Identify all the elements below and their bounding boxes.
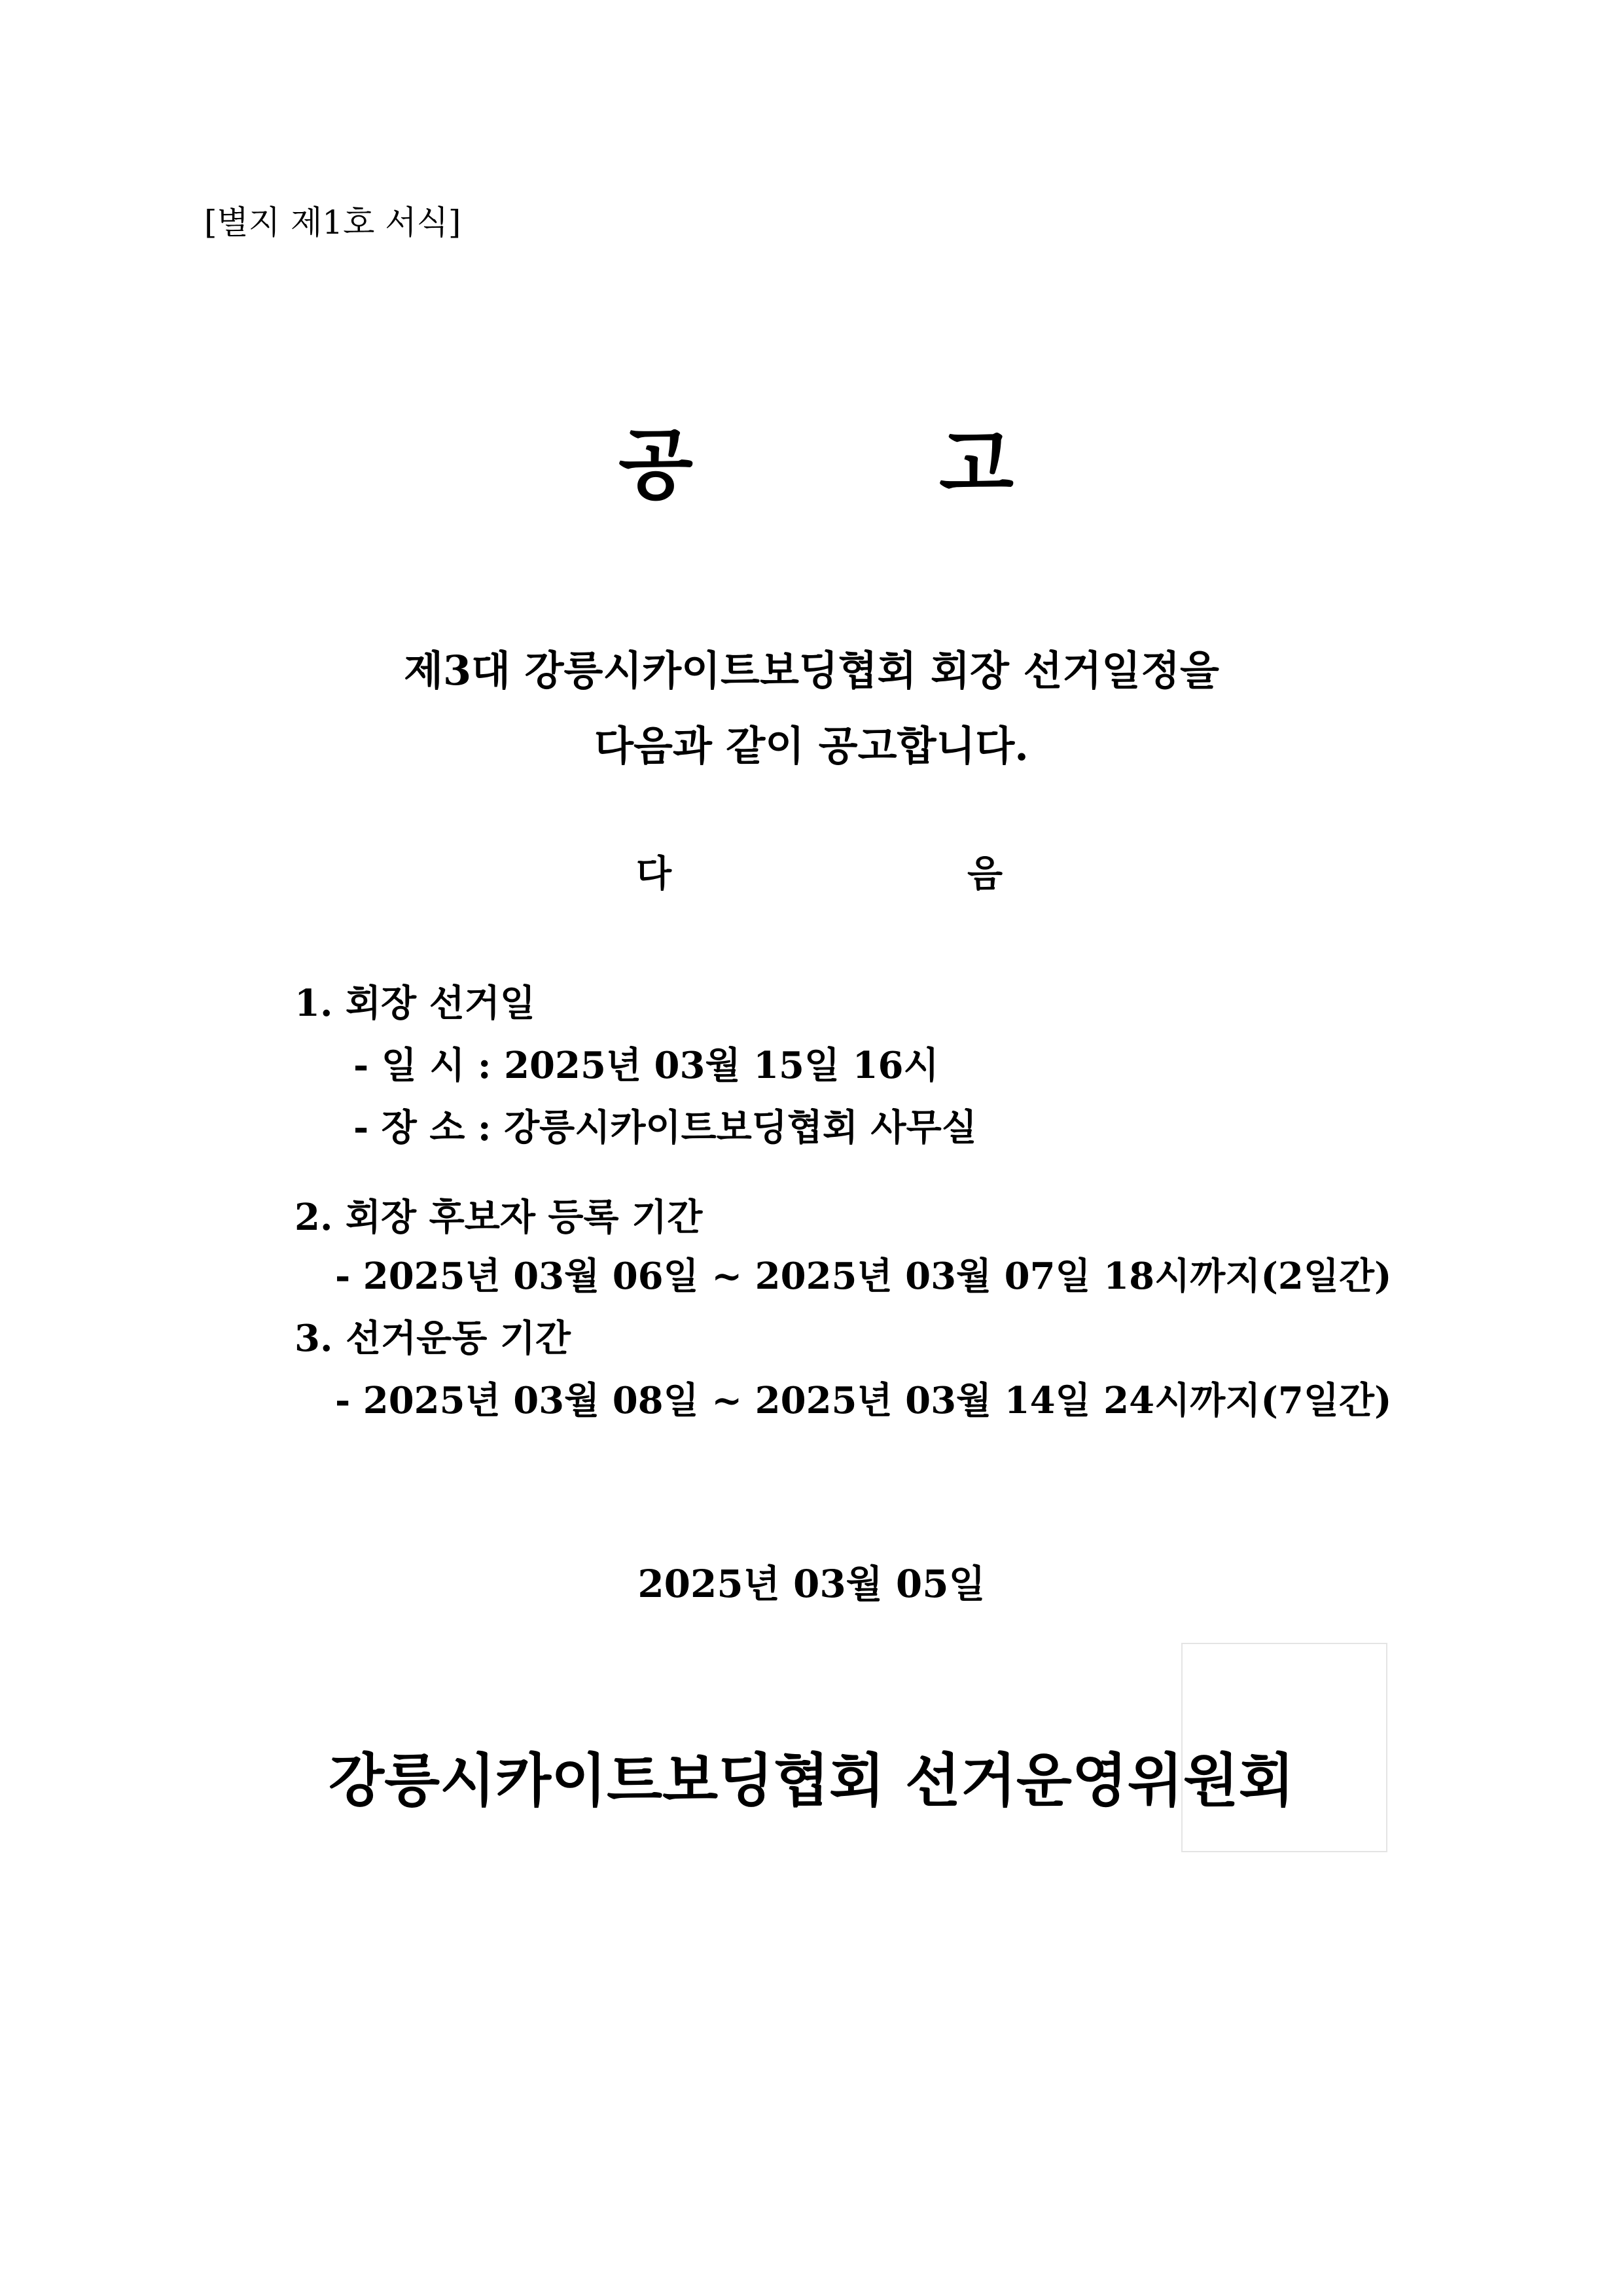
campaign-period-heading: 3. 선거운동 기간 [294, 1317, 571, 1360]
section-heading-char-1: 다 [636, 852, 672, 895]
document-title-char-2: 고 [939, 419, 1014, 510]
form-label: [별지 제1호 서식] [204, 204, 461, 242]
election-datetime: - 일 시 : 2025년 03월 15일 16시 [353, 1044, 939, 1087]
election-date-heading: 1. 회장 선거일 [294, 982, 535, 1025]
intro-line-1: 제3대 강릉시카이트보딩협회 회장 선거일정을 [404, 647, 1219, 694]
issuer-signature: 강릉시카이트보딩협회 선거운영위원회 [329, 1746, 1294, 1814]
document-title-char-1: 공 [618, 419, 693, 510]
campaign-period: - 2025년 03월 08일 ~ 2025년 03월 14일 24시까지(7일간) [335, 1379, 1392, 1422]
registration-period-heading: 2. 회장 후보자 등록 기간 [294, 1196, 703, 1239]
election-location: - 장 소 : 강릉시카이트보딩협회 사무실 [353, 1106, 977, 1149]
intro-line-2: 다음과 같이 공고합니다. [594, 722, 1029, 770]
registration-period: - 2025년 03월 06일 ~ 2025년 03월 07일 18시까지(2일간) [335, 1255, 1392, 1298]
section-heading-char-2: 음 [967, 852, 1003, 895]
announcement-date: 2025년 03월 05일 [637, 1562, 986, 1606]
